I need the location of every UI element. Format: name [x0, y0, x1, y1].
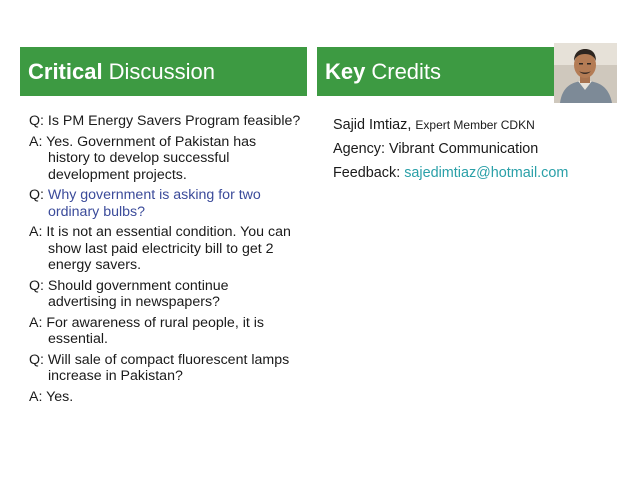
qa-item-highlighted: [29, 187, 301, 220]
header-title-bold: Key: [325, 58, 366, 84]
qa-list: [29, 113, 301, 409]
key-credits-header: [317, 47, 554, 96]
qa-item: Q: Should government continue advertising in newspapers?: [29, 277, 229, 310]
credit-name: Sajid Imtiaz,: [333, 117, 412, 133]
qa-item: A: Yes.: [29, 388, 74, 405]
credit-name-row: [333, 117, 633, 134]
credit-agency: Agency: Vibrant Communication: [333, 141, 539, 157]
credit-role: Expert Member CDKN: [415, 118, 535, 132]
portrait-photo: [554, 43, 617, 103]
qa-item: A: For awareness of rural people, it is essential.: [29, 314, 264, 347]
qa-highlighted-text: Why government is asking for two ordinary bulbs?: [47, 187, 261, 220]
qa-item: Q: Is PM Energy Savers Program feasible?: [29, 113, 301, 129]
portrait-illustration: [554, 43, 617, 103]
header-title-rest: Discussion: [108, 58, 215, 84]
feedback-label: Feedback:: [333, 165, 401, 181]
qa-prefix: Q:: [29, 187, 48, 203]
credit-feedback-row: [333, 165, 633, 182]
qa-item: A: Yes. Government of Pakistan has history to develop successful development projects.: [29, 133, 257, 183]
header-title-bold: Critical: [28, 58, 103, 84]
credits-block: [333, 117, 633, 189]
header-title-rest: Credits: [371, 58, 442, 84]
qa-item: A: It is not an essential condition. You can show last paid electricity bill to get 2 energy savers.: [29, 224, 291, 273]
feedback-email-link[interactable]: sajedimtiaz@hotmail.com: [404, 165, 569, 181]
critical-discussion-header: [20, 47, 307, 96]
qa-item: Q: Will sale of compact fluorescent lamps increase in Pakistan?: [29, 351, 290, 384]
